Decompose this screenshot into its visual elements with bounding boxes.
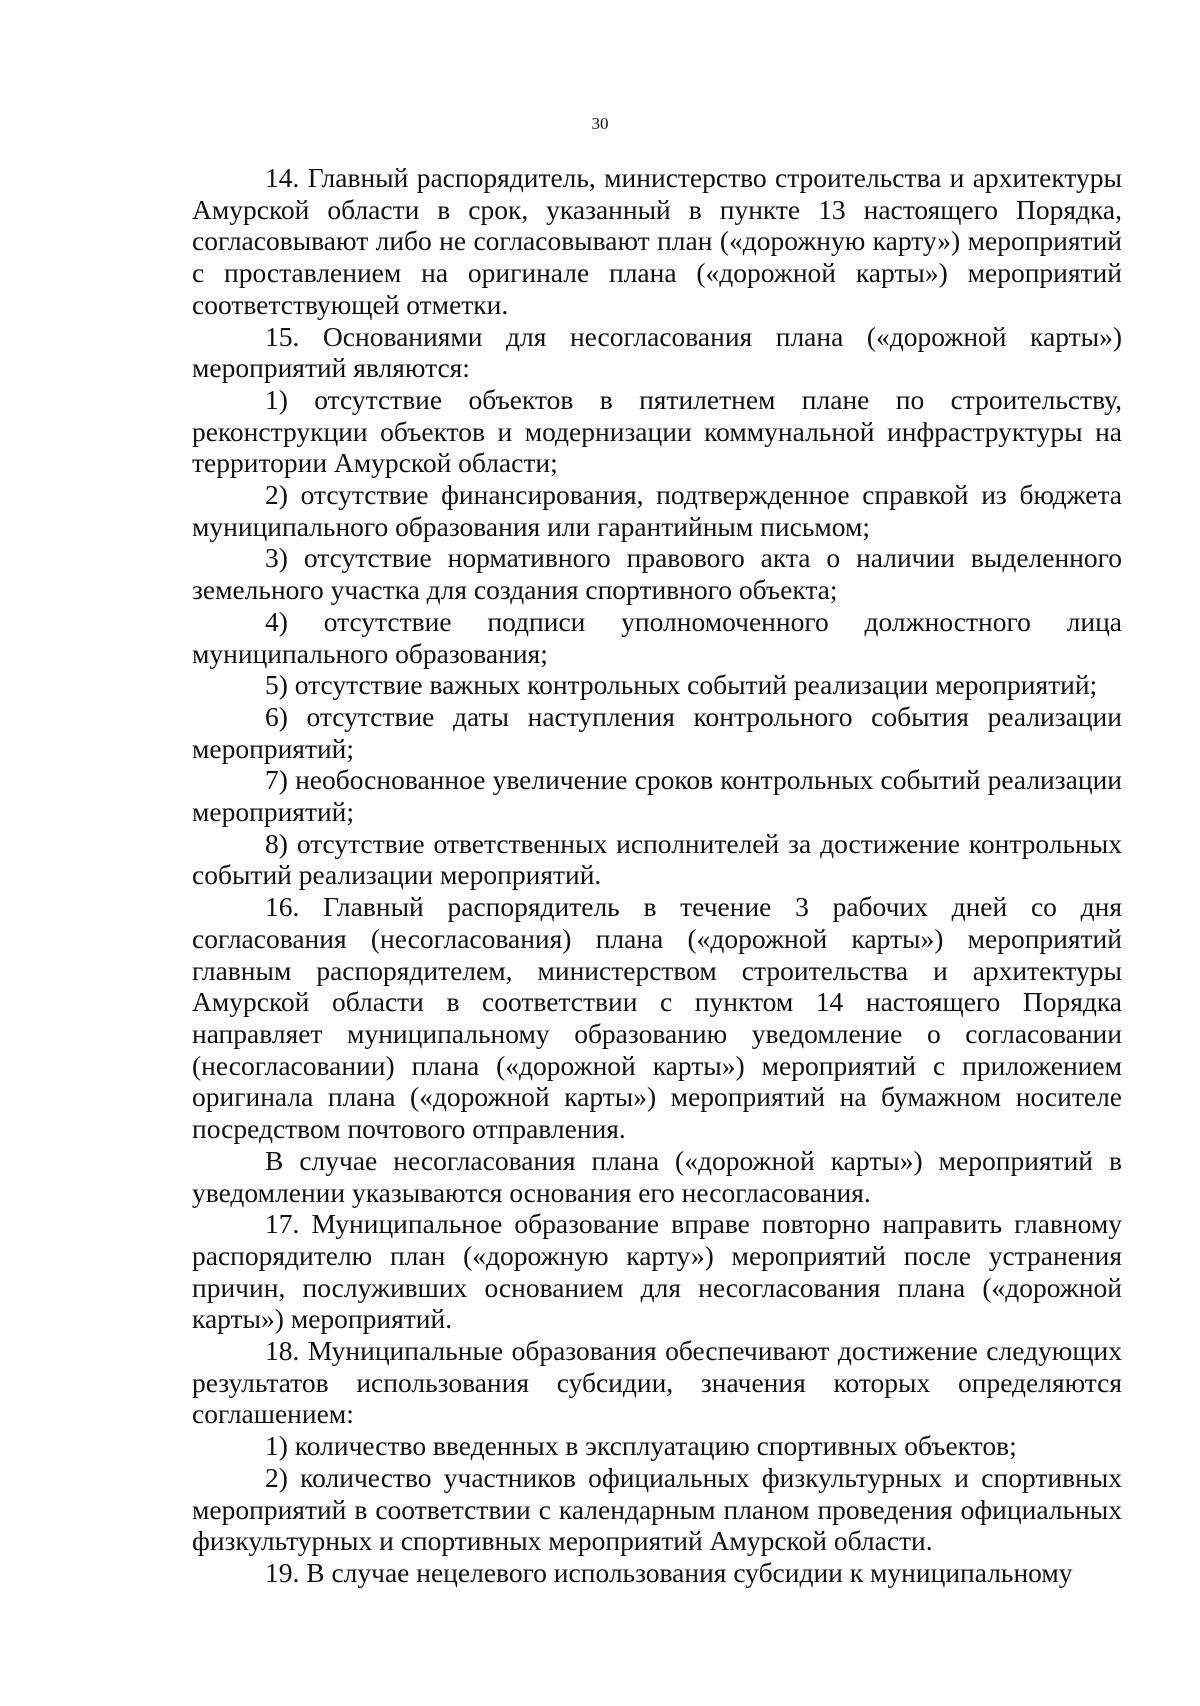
list-item-15-3: 3) отсутствие нормативного правового акта о наличии выделенного земельного участка для создания спортивного объекта; (192, 542, 1122, 606)
list-item-15-1: 1) отсутствие объектов в пятилетнем плане по строительству, реконструкции объектов и модернизации коммунальной инфраструктуры на территории Амурской области; (192, 383, 1122, 479)
list-item-15-2: 2) отсутствие финансирования, подтвержденное справкой из бюджета муниципального образования или гарантийным письмом; (192, 479, 1122, 542)
paragraph-clause-16-note: В случае несогласования плана («дорожной карты») мероприятий в уведомлении указываются основания его несогласования. (192, 1144, 1122, 1208)
list-item-15-5: 5) отсутствие важных контрольных событий реализации мероприятий; (265, 669, 1098, 701)
paragraph-clause-17: 17. Муниципальное образование вправе повторно направить главному распорядителю план («дорожную карту») мероприятий после устранения причин, послуживших основанием для несогласования плана («дорожной карты») мероприятий. (192, 1208, 1122, 1335)
page-number: 30 (591, 114, 609, 133)
document-body (192, 162, 1122, 1589)
list-item-15-6: 6) отсутствие даты наступления контрольного события реализации мероприятий; (192, 700, 1122, 764)
list-item-15-4: 4) отсутствие подписи уполномоченного должностного лица муниципального образования; (192, 605, 1122, 669)
list-item-15-7: 7) необоснованное увеличение сроков контрольных событий реализации мероприятий; (192, 764, 1122, 828)
paragraph-clause-18: 18. Муниципальные образования обеспечивают достижение следующих результатов использования субсидии, значения которых определяются соглашением: (192, 1335, 1122, 1430)
paragraph-clause-15: 15. Основаниями для несогласования плана («дорожной карты») мероприятий являются: (192, 320, 1122, 384)
paragraph-clause-14: 14. Главный распорядитель, министерство строительства и архитектуры Амурской области в срок, указанный в пункте 13 настоящего Порядка, согласовывают либо не согласовывают план («дорожную карту») мероприятий с проставлением на оригинале плана («дорожной карты») мероприятий соответствующей отметки. (192, 162, 1122, 320)
list-item-15-8: 8) отсутствие ответственных исполнителей за достижение контрольных событий реализации мероприятий. (192, 827, 1122, 891)
paragraph-clause-16: 16. Главный распорядитель в течение 3 рабочих дней со дня согласования (несогласования) плана («дорожной карты») мероприятий главным распорядителем, министерством строительства и архитектуры Амурской области в соответствии с пунктом 14 настоящего Порядка направляет муниципальному образованию уведомление о согласовании (несогласовании) плана («дорожной карты») мероприятий с приложением оригинала плана («дорожной карты») мероприятий на бумажном носителе посредством почтового отправления. (192, 891, 1122, 1145)
list-item-18-1: 1) количество введенных в эксплуатацию спортивных объектов; (265, 1430, 1017, 1462)
list-item-18-2: 2) количество участников официальных физкультурных и спортивных мероприятий в соответствии с календарным планом проведения официальных физкультурных и спортивных мероприятий Амурской области. (192, 1461, 1122, 1557)
paragraph-clause-19: 19. В случае нецелевого использования субсидии к муниципальному (265, 1556, 1073, 1588)
